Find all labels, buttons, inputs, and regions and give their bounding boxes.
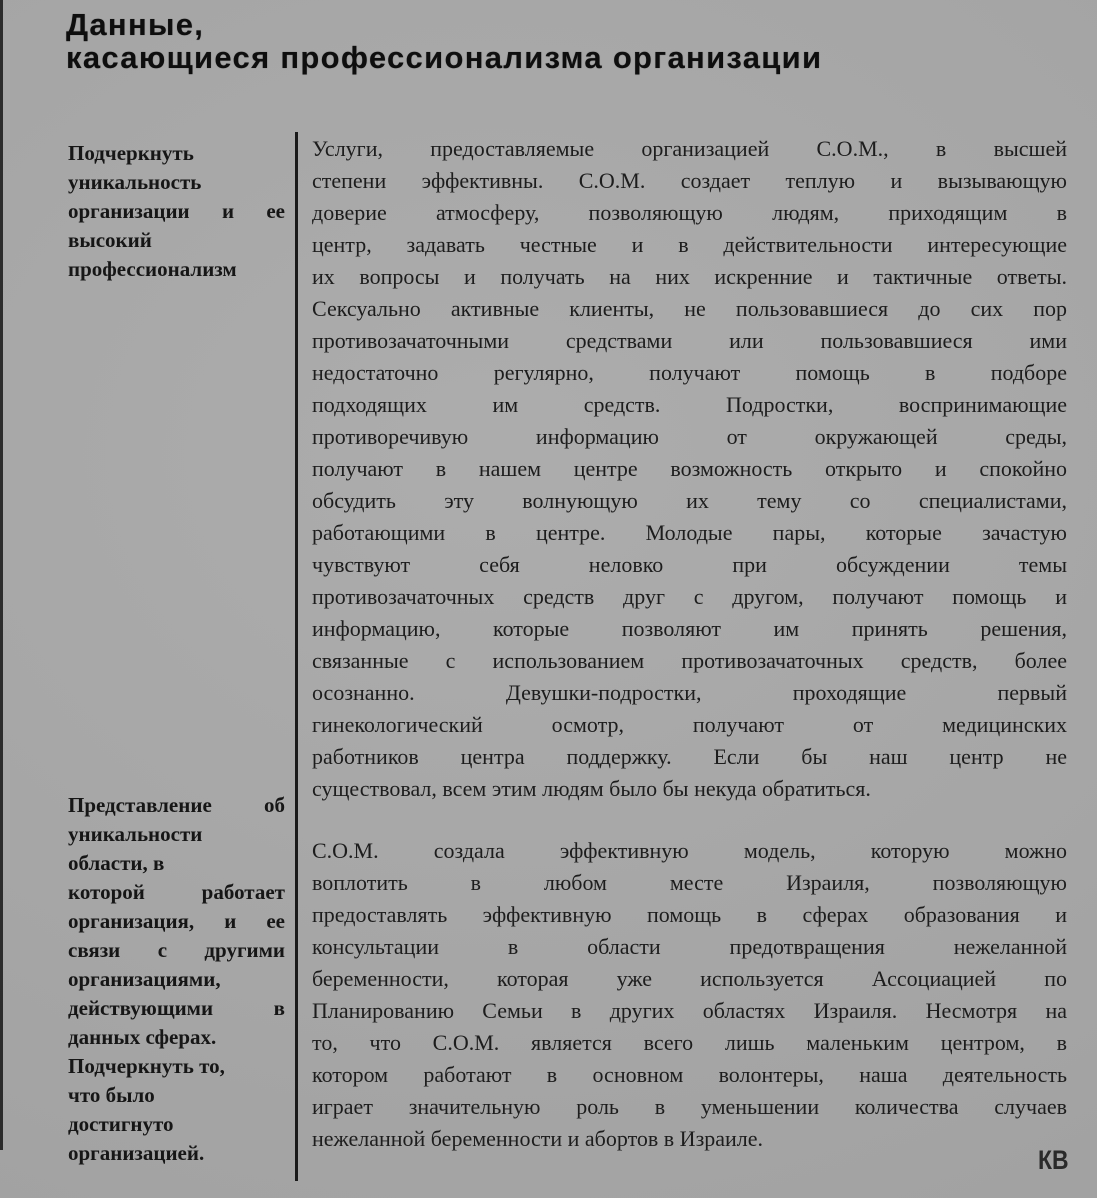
text-line: Планированию Семьи в других областях Израиля. Несмотря на bbox=[312, 998, 1067, 1023]
text-line: уникальности bbox=[68, 822, 203, 846]
text-line: организация, и ее bbox=[68, 909, 285, 933]
text-line: противоречивую информацию от окружающей среды, bbox=[312, 424, 1067, 449]
text-line: предоставлять эффективную помощь в сферах образования и bbox=[312, 902, 1067, 927]
text-line: высокий bbox=[68, 228, 152, 252]
text-line: действующими в bbox=[68, 996, 285, 1020]
text-line: Сексуально активные клиенты, не пользовавшиеся до сих пор bbox=[312, 296, 1067, 321]
text-line: С.О.М. создала эффективную модель, которую можно bbox=[312, 838, 1067, 863]
text-line: связи с другими bbox=[68, 938, 285, 962]
text-line: которой работает bbox=[68, 880, 285, 904]
text-line: противозачаточных средств друг с другом, получают помощь и bbox=[312, 584, 1067, 609]
text-line: осознанно. Девушки-подростки, проходящие первый bbox=[312, 680, 1067, 705]
text-line: организации и ее bbox=[68, 199, 285, 223]
margin-note-uniqueness bbox=[68, 139, 285, 284]
text-line: консультации в области предотвращения нежеланной bbox=[312, 934, 1067, 959]
text-line: что было bbox=[68, 1083, 155, 1107]
text-line: получают в нашем центре возможность открыто и спокойно bbox=[312, 456, 1067, 481]
text-line: достигнуто bbox=[68, 1112, 174, 1136]
column-divider-rule bbox=[295, 132, 298, 1181]
scan-edge-artifact bbox=[0, 0, 3, 1150]
text-line: воплотить в любом месте Израиля, позволяющую bbox=[312, 870, 1067, 895]
text-line: степени эффективны. С.О.М. создает теплую и вызывающую bbox=[312, 168, 1067, 193]
text-line: работающими в центре. Молодые пары, которые зачастую bbox=[312, 520, 1067, 545]
text-line: Подчеркнуть то, bbox=[68, 1054, 225, 1078]
body-paragraph-1 bbox=[312, 133, 1067, 805]
text-line: данных сферах. bbox=[68, 1025, 217, 1049]
text-line: информацию, которые позволяют им принять решения, bbox=[312, 616, 1067, 641]
text-line: гинекологический осмотр, получают от медицинских bbox=[312, 712, 1067, 737]
text-line: работников центра поддержку. Если бы наш центр не bbox=[312, 744, 1067, 769]
text-line: области, в bbox=[68, 851, 165, 875]
text-line: чувствуют себя неловко при обсуждении темы bbox=[312, 552, 1067, 577]
text-line: Подчеркнуть bbox=[68, 141, 194, 165]
margin-note-field bbox=[68, 791, 285, 1168]
text-line: подходящих им средств. Подростки, воспринимающие bbox=[312, 392, 1067, 417]
title-line-2: касающиеся профессионализма организации bbox=[66, 40, 823, 75]
text-line: уникальность bbox=[68, 170, 202, 194]
text-line: организацией. bbox=[68, 1141, 205, 1165]
text-line: Представление об bbox=[68, 793, 285, 817]
text-line: существовал, всем этим людям было бы некуда обратиться. bbox=[312, 776, 871, 801]
text-line: нежеланной беременности и абортов в Израиле. bbox=[312, 1126, 764, 1151]
text-line: противозачаточными средствами или пользовавшиеся ими bbox=[312, 328, 1067, 353]
body-paragraph-2 bbox=[312, 835, 1067, 1155]
body-text-column bbox=[312, 133, 1067, 1155]
text-line: играет значительную роль в уменьшении количества случаев bbox=[312, 1094, 1067, 1119]
text-line: Услуги, предоставляемые организацией С.О.М., в высшей bbox=[312, 136, 1067, 161]
text-line: то, что С.О.М. является всего лишь маленьким центром, в bbox=[312, 1030, 1067, 1055]
text-line: беременности, которая уже используется Ассоциацией по bbox=[312, 966, 1067, 991]
text-line: котором работают в основном волонтеры, наша деятельность bbox=[312, 1062, 1067, 1087]
text-line: обсудить эту волнующую их тему со специалистами, bbox=[312, 488, 1067, 513]
text-line: недостаточно регулярно, получают помощь в подборе bbox=[312, 360, 1067, 385]
text-line: их вопросы и получать на них искренние и тактичные ответы. bbox=[312, 264, 1067, 289]
text-line: связанные с использованием противозачаточных средств, более bbox=[312, 648, 1067, 673]
title-line-1: Данные, bbox=[66, 7, 205, 42]
text-line: центр, задавать честные и в действительности интересующие bbox=[312, 232, 1067, 257]
text-line: организациями, bbox=[68, 967, 221, 991]
page-title bbox=[66, 8, 822, 74]
text-line: профессионализм bbox=[68, 257, 237, 281]
text-line: доверие атмосферу, позволяющую людям, приходящим в bbox=[312, 200, 1067, 225]
footer-initials: КВ bbox=[1038, 1145, 1069, 1175]
